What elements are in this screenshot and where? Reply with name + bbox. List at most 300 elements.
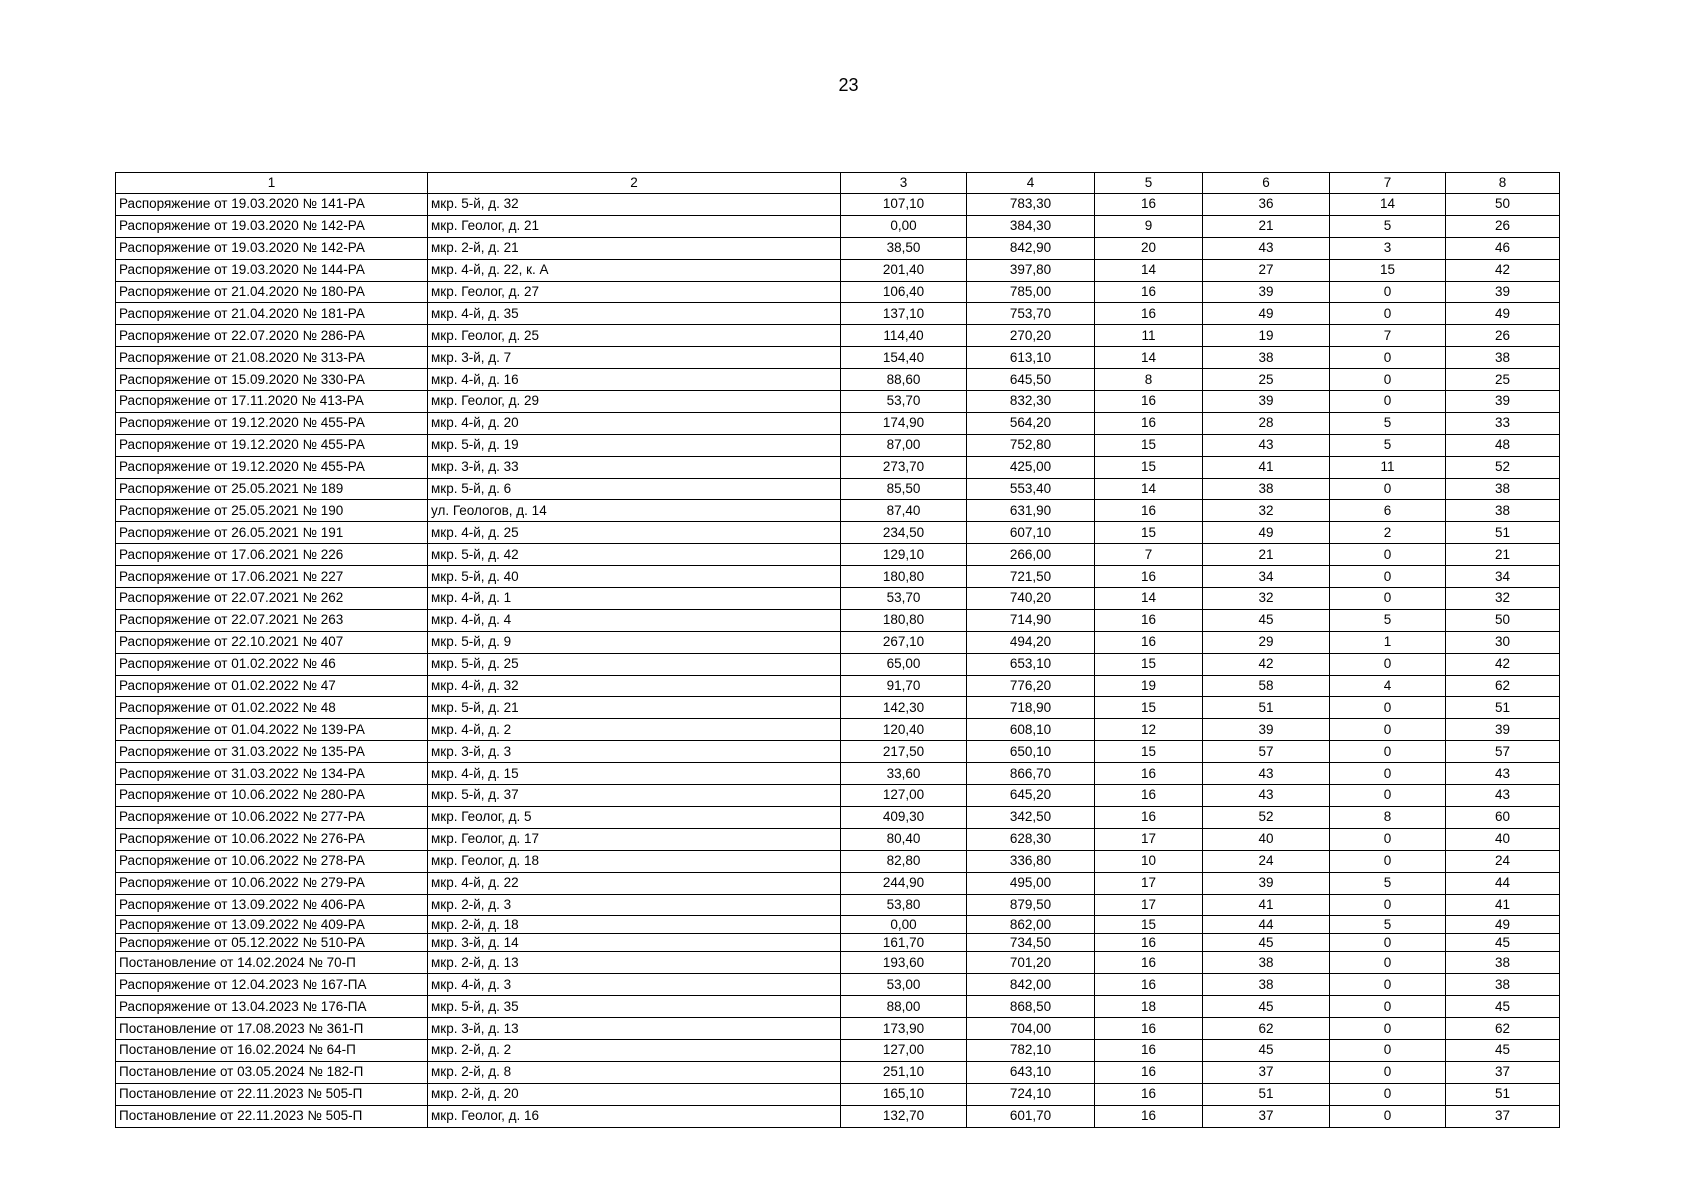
document-cell: Распоряжение от 13.09.2022 № 409-РА: [116, 916, 428, 934]
table-row: [116, 434, 1560, 456]
value-cell-8: 38: [1446, 952, 1560, 974]
value-cell-3: 82,80: [841, 850, 967, 872]
value-cell-7: 5: [1330, 215, 1446, 237]
document-cell: Распоряжение от 19.12.2020 № 455-РА: [116, 412, 428, 434]
value-cell-5: 11: [1095, 325, 1203, 347]
document-cell: Распоряжение от 25.05.2021 № 189: [116, 478, 428, 500]
value-cell-7: 15: [1330, 259, 1446, 281]
value-cell-4: 740,20: [967, 588, 1095, 610]
value-cell-8: 39: [1446, 719, 1560, 741]
value-cell-6: 57: [1203, 741, 1330, 763]
value-cell-7: 0: [1330, 741, 1446, 763]
table-row: [116, 456, 1560, 478]
address-cell: мкр. 5-й, д. 37: [428, 785, 841, 807]
value-cell-5: 16: [1095, 806, 1203, 828]
value-cell-7: 0: [1330, 653, 1446, 675]
table-row: [116, 566, 1560, 588]
value-cell-3: 87,40: [841, 500, 967, 522]
value-cell-3: 127,00: [841, 1039, 967, 1061]
value-cell-3: 234,50: [841, 522, 967, 544]
table-row: [116, 1083, 1560, 1105]
document-cell: Распоряжение от 01.02.2022 № 47: [116, 675, 428, 697]
document-cell: Распоряжение от 22.10.2021 № 407: [116, 631, 428, 653]
document-cell: Распоряжение от 10.06.2022 № 276-РА: [116, 828, 428, 850]
value-cell-6: 52: [1203, 806, 1330, 828]
value-cell-3: 273,70: [841, 456, 967, 478]
value-cell-3: 174,90: [841, 412, 967, 434]
value-cell-5: 9: [1095, 215, 1203, 237]
value-cell-8: 39: [1446, 281, 1560, 303]
table-row: [116, 1105, 1560, 1127]
table-row: [116, 325, 1560, 347]
value-cell-8: 62: [1446, 675, 1560, 697]
table-row: [116, 894, 1560, 916]
address-cell: мкр. 4-й, д. 16: [428, 369, 841, 391]
value-cell-8: 51: [1446, 697, 1560, 719]
value-cell-3: 251,10: [841, 1061, 967, 1083]
value-cell-8: 25: [1446, 369, 1560, 391]
document-cell: Распоряжение от 10.06.2022 № 278-РА: [116, 850, 428, 872]
document-cell: Постановление от 03.05.2024 № 182-П: [116, 1061, 428, 1083]
table-row: [116, 653, 1560, 675]
address-cell: мкр. Геолог, д. 5: [428, 806, 841, 828]
document-cell: Распоряжение от 31.03.2022 № 134-РА: [116, 763, 428, 785]
table-row: [116, 631, 1560, 653]
value-cell-7: 0: [1330, 478, 1446, 500]
value-cell-6: 34: [1203, 566, 1330, 588]
value-cell-3: 107,10: [841, 194, 967, 216]
table-row: [116, 412, 1560, 434]
column-header-7: 7: [1330, 173, 1446, 194]
value-cell-4: 495,00: [967, 872, 1095, 894]
value-cell-8: 42: [1446, 653, 1560, 675]
document-cell: Распоряжение от 15.09.2020 № 330-РА: [116, 369, 428, 391]
value-cell-4: 832,30: [967, 391, 1095, 413]
value-cell-4: 645,50: [967, 369, 1095, 391]
document-cell: Распоряжение от 13.04.2023 № 176-ПА: [116, 996, 428, 1018]
table-row: [116, 391, 1560, 413]
address-cell: мкр. 5-й, д. 9: [428, 631, 841, 653]
address-cell: мкр. 2-й, д. 3: [428, 894, 841, 916]
value-cell-4: 862,00: [967, 916, 1095, 934]
table-row: [116, 1061, 1560, 1083]
value-cell-6: 43: [1203, 763, 1330, 785]
data-table: [115, 172, 1560, 1128]
value-cell-5: 15: [1095, 916, 1203, 934]
value-cell-8: 26: [1446, 215, 1560, 237]
address-cell: мкр. Геолог, д. 25: [428, 325, 841, 347]
value-cell-4: 776,20: [967, 675, 1095, 697]
value-cell-5: 17: [1095, 872, 1203, 894]
value-cell-3: 38,50: [841, 237, 967, 259]
value-cell-7: 7: [1330, 325, 1446, 347]
value-cell-6: 40: [1203, 828, 1330, 850]
value-cell-3: 88,00: [841, 996, 967, 1018]
value-cell-3: 80,40: [841, 828, 967, 850]
value-cell-6: 44: [1203, 916, 1330, 934]
table-row: [116, 675, 1560, 697]
value-cell-7: 8: [1330, 806, 1446, 828]
value-cell-3: 267,10: [841, 631, 967, 653]
value-cell-6: 32: [1203, 500, 1330, 522]
address-cell: мкр. 4-й, д. 3: [428, 974, 841, 996]
table-row: [116, 785, 1560, 807]
value-cell-3: 65,00: [841, 653, 967, 675]
value-cell-7: 0: [1330, 763, 1446, 785]
table-row: [116, 478, 1560, 500]
value-cell-4: 782,10: [967, 1039, 1095, 1061]
table-row: [116, 806, 1560, 828]
value-cell-7: 0: [1330, 996, 1446, 1018]
address-cell: мкр. 5-й, д. 6: [428, 478, 841, 500]
value-cell-7: 0: [1330, 974, 1446, 996]
value-cell-6: 38: [1203, 952, 1330, 974]
address-cell: мкр. 4-й, д. 2: [428, 719, 841, 741]
table-row: [116, 215, 1560, 237]
value-cell-4: 494,20: [967, 631, 1095, 653]
value-cell-6: 62: [1203, 1018, 1330, 1040]
value-cell-6: 41: [1203, 456, 1330, 478]
value-cell-3: 132,70: [841, 1105, 967, 1127]
value-cell-5: 17: [1095, 828, 1203, 850]
address-cell: мкр. 2-й, д. 21: [428, 237, 841, 259]
value-cell-8: 45: [1446, 1039, 1560, 1061]
value-cell-6: 37: [1203, 1105, 1330, 1127]
value-cell-5: 15: [1095, 522, 1203, 544]
value-cell-4: 601,70: [967, 1105, 1095, 1127]
value-cell-5: 16: [1095, 391, 1203, 413]
value-cell-6: 27: [1203, 259, 1330, 281]
address-cell: мкр. 4-й, д. 20: [428, 412, 841, 434]
value-cell-5: 7: [1095, 544, 1203, 566]
value-cell-3: 114,40: [841, 325, 967, 347]
column-header-6: 6: [1203, 173, 1330, 194]
value-cell-5: 15: [1095, 434, 1203, 456]
value-cell-3: 53,70: [841, 391, 967, 413]
value-cell-5: 14: [1095, 259, 1203, 281]
value-cell-3: 53,00: [841, 974, 967, 996]
table-row: [116, 996, 1560, 1018]
value-cell-5: 16: [1095, 281, 1203, 303]
document-cell: Распоряжение от 25.05.2021 № 190: [116, 500, 428, 522]
value-cell-8: 38: [1446, 974, 1560, 996]
value-cell-8: 33: [1446, 412, 1560, 434]
address-cell: мкр. 4-й, д. 4: [428, 609, 841, 631]
table-row: [116, 1039, 1560, 1061]
table-row: [116, 588, 1560, 610]
value-cell-8: 60: [1446, 806, 1560, 828]
address-cell: мкр. 5-й, д. 35: [428, 996, 841, 1018]
value-cell-7: 0: [1330, 1018, 1446, 1040]
column-header-3: 3: [841, 173, 967, 194]
value-cell-7: 0: [1330, 719, 1446, 741]
value-cell-8: 43: [1446, 763, 1560, 785]
value-cell-5: 16: [1095, 609, 1203, 631]
value-cell-8: 26: [1446, 325, 1560, 347]
column-header-8: 8: [1446, 173, 1560, 194]
value-cell-7: 11: [1330, 456, 1446, 478]
value-cell-5: 16: [1095, 1018, 1203, 1040]
value-cell-7: 0: [1330, 566, 1446, 588]
value-cell-5: 20: [1095, 237, 1203, 259]
value-cell-8: 43: [1446, 785, 1560, 807]
value-cell-7: 5: [1330, 872, 1446, 894]
value-cell-6: 43: [1203, 237, 1330, 259]
table-row: [116, 952, 1560, 974]
value-cell-3: 193,60: [841, 952, 967, 974]
table-row: [116, 194, 1560, 216]
value-cell-5: 15: [1095, 456, 1203, 478]
value-cell-6: 51: [1203, 1083, 1330, 1105]
value-cell-8: 37: [1446, 1105, 1560, 1127]
document-cell: Распоряжение от 31.03.2022 № 135-РА: [116, 741, 428, 763]
value-cell-3: 142,30: [841, 697, 967, 719]
value-cell-7: 14: [1330, 194, 1446, 216]
value-cell-3: 173,90: [841, 1018, 967, 1040]
table-row: [116, 741, 1560, 763]
table-row: [116, 369, 1560, 391]
document-cell: Распоряжение от 19.12.2020 № 455-РА: [116, 434, 428, 456]
value-cell-4: 783,30: [967, 194, 1095, 216]
value-cell-4: 266,00: [967, 544, 1095, 566]
page-number: 23: [838, 75, 859, 95]
value-cell-6: 32: [1203, 588, 1330, 610]
value-cell-4: 701,20: [967, 952, 1095, 974]
value-cell-6: 39: [1203, 719, 1330, 741]
document-cell: Постановление от 17.08.2023 № 361-П: [116, 1018, 428, 1040]
value-cell-4: 613,10: [967, 347, 1095, 369]
value-cell-7: 0: [1330, 952, 1446, 974]
value-cell-5: 16: [1095, 785, 1203, 807]
value-cell-6: 21: [1203, 544, 1330, 566]
value-cell-4: 645,20: [967, 785, 1095, 807]
table-row: [116, 544, 1560, 566]
address-cell: мкр. 3-й, д. 13: [428, 1018, 841, 1040]
document-cell: Распоряжение от 01.02.2022 № 48: [116, 697, 428, 719]
document-cell: Постановление от 16.02.2024 № 64-П: [116, 1039, 428, 1061]
value-cell-5: 14: [1095, 478, 1203, 500]
value-cell-6: 45: [1203, 996, 1330, 1018]
value-cell-5: 16: [1095, 952, 1203, 974]
address-cell: мкр. 4-й, д. 25: [428, 522, 841, 544]
value-cell-5: 16: [1095, 934, 1203, 952]
value-cell-6: 49: [1203, 303, 1330, 325]
value-cell-5: 16: [1095, 1105, 1203, 1127]
value-cell-8: 44: [1446, 872, 1560, 894]
value-cell-7: 5: [1330, 412, 1446, 434]
address-cell: мкр. 5-й, д. 25: [428, 653, 841, 675]
value-cell-3: 87,00: [841, 434, 967, 456]
address-cell: мкр. 2-й, д. 13: [428, 952, 841, 974]
value-cell-4: 724,10: [967, 1083, 1095, 1105]
value-cell-6: 43: [1203, 785, 1330, 807]
value-cell-3: 161,70: [841, 934, 967, 952]
value-cell-7: 5: [1330, 609, 1446, 631]
value-cell-6: 25: [1203, 369, 1330, 391]
value-cell-8: 45: [1446, 996, 1560, 1018]
value-cell-6: 29: [1203, 631, 1330, 653]
column-header-2: 2: [428, 173, 841, 194]
value-cell-4: 553,40: [967, 478, 1095, 500]
document-cell: Распоряжение от 19.12.2020 № 455-РА: [116, 456, 428, 478]
value-cell-5: 16: [1095, 763, 1203, 785]
address-cell: мкр. 3-й, д. 14: [428, 934, 841, 952]
value-cell-4: 866,70: [967, 763, 1095, 785]
document-cell: Распоряжение от 17.11.2020 № 413-РА: [116, 391, 428, 413]
value-cell-5: 16: [1095, 1061, 1203, 1083]
value-cell-3: 201,40: [841, 259, 967, 281]
table-row: [116, 974, 1560, 996]
value-cell-6: 49: [1203, 522, 1330, 544]
table-row: [116, 934, 1560, 952]
document-cell: Распоряжение от 19.03.2020 № 142-РА: [116, 215, 428, 237]
value-cell-5: 8: [1095, 369, 1203, 391]
value-cell-4: 628,30: [967, 828, 1095, 850]
value-cell-4: 752,80: [967, 434, 1095, 456]
value-cell-5: 16: [1095, 566, 1203, 588]
value-cell-8: 38: [1446, 478, 1560, 500]
value-cell-4: 336,80: [967, 850, 1095, 872]
document-cell: Распоряжение от 22.07.2021 № 262: [116, 588, 428, 610]
value-cell-8: 49: [1446, 916, 1560, 934]
value-cell-3: 85,50: [841, 478, 967, 500]
table-row: [116, 522, 1560, 544]
value-cell-5: 17: [1095, 894, 1203, 916]
value-cell-6: 39: [1203, 872, 1330, 894]
document-cell: Распоряжение от 01.02.2022 № 46: [116, 653, 428, 675]
value-cell-7: 0: [1330, 785, 1446, 807]
document-cell: Распоряжение от 19.03.2020 № 144-РА: [116, 259, 428, 281]
value-cell-3: 33,60: [841, 763, 967, 785]
value-cell-7: 0: [1330, 281, 1446, 303]
address-cell: мкр. 4-й, д. 22: [428, 872, 841, 894]
document-cell: Распоряжение от 22.07.2021 № 263: [116, 609, 428, 631]
table-row: [116, 850, 1560, 872]
value-cell-6: 43: [1203, 434, 1330, 456]
value-cell-8: 52: [1446, 456, 1560, 478]
value-cell-6: 36: [1203, 194, 1330, 216]
value-cell-7: 0: [1330, 1105, 1446, 1127]
value-cell-6: 38: [1203, 974, 1330, 996]
address-cell: мкр. 4-й, д. 22, к. А: [428, 259, 841, 281]
value-cell-6: 28: [1203, 412, 1330, 434]
document-cell: Постановление от 22.11.2023 № 505-П: [116, 1105, 428, 1127]
value-cell-3: 244,90: [841, 872, 967, 894]
value-cell-7: 0: [1330, 588, 1446, 610]
value-cell-3: 53,80: [841, 894, 967, 916]
table-row: [116, 828, 1560, 850]
address-cell: мкр. Геолог, д. 16: [428, 1105, 841, 1127]
value-cell-5: 16: [1095, 303, 1203, 325]
value-cell-7: 0: [1330, 369, 1446, 391]
value-cell-7: 0: [1330, 1061, 1446, 1083]
value-cell-5: 15: [1095, 653, 1203, 675]
value-cell-6: 45: [1203, 1039, 1330, 1061]
address-cell: мкр. 2-й, д. 8: [428, 1061, 841, 1083]
value-cell-8: 62: [1446, 1018, 1560, 1040]
value-cell-8: 41: [1446, 894, 1560, 916]
value-cell-5: 12: [1095, 719, 1203, 741]
value-cell-7: 5: [1330, 916, 1446, 934]
value-cell-7: 0: [1330, 697, 1446, 719]
table-row: [116, 259, 1560, 281]
document-cell: Распоряжение от 21.04.2020 № 181-РА: [116, 303, 428, 325]
value-cell-4: 785,00: [967, 281, 1095, 303]
table-row: [116, 1018, 1560, 1040]
address-cell: мкр. 2-й, д. 18: [428, 916, 841, 934]
table-header: [116, 173, 1560, 194]
value-cell-8: 30: [1446, 631, 1560, 653]
value-cell-8: 46: [1446, 237, 1560, 259]
value-cell-4: 721,50: [967, 566, 1095, 588]
value-cell-8: 50: [1446, 609, 1560, 631]
table-row: [116, 719, 1560, 741]
value-cell-8: 42: [1446, 259, 1560, 281]
value-cell-6: 19: [1203, 325, 1330, 347]
value-cell-6: 42: [1203, 653, 1330, 675]
value-cell-4: 734,50: [967, 934, 1095, 952]
value-cell-6: 45: [1203, 609, 1330, 631]
value-cell-7: 0: [1330, 894, 1446, 916]
column-header-5: 5: [1095, 173, 1203, 194]
address-cell: мкр. 5-й, д. 42: [428, 544, 841, 566]
value-cell-3: 217,50: [841, 741, 967, 763]
value-cell-8: 40: [1446, 828, 1560, 850]
address-cell: мкр. Геолог, д. 21: [428, 215, 841, 237]
value-cell-8: 24: [1446, 850, 1560, 872]
document-cell: Распоряжение от 13.09.2022 № 406-РА: [116, 894, 428, 916]
table-row: [116, 916, 1560, 934]
document-cell: Распоряжение от 19.03.2020 № 141-РА: [116, 194, 428, 216]
value-cell-6: 39: [1203, 391, 1330, 413]
value-cell-7: 6: [1330, 500, 1446, 522]
table-row: [116, 763, 1560, 785]
value-cell-4: 425,00: [967, 456, 1095, 478]
value-cell-4: 564,20: [967, 412, 1095, 434]
value-cell-8: 34: [1446, 566, 1560, 588]
value-cell-5: 16: [1095, 412, 1203, 434]
value-cell-4: 650,10: [967, 741, 1095, 763]
value-cell-7: 5: [1330, 434, 1446, 456]
value-cell-6: 45: [1203, 934, 1330, 952]
value-cell-8: 51: [1446, 1083, 1560, 1105]
value-cell-8: 39: [1446, 391, 1560, 413]
value-cell-8: 49: [1446, 303, 1560, 325]
value-cell-5: 14: [1095, 588, 1203, 610]
value-cell-4: 653,10: [967, 653, 1095, 675]
table-row: [116, 281, 1560, 303]
value-cell-6: 37: [1203, 1061, 1330, 1083]
value-cell-3: 409,30: [841, 806, 967, 828]
document-cell: Постановление от 22.11.2023 № 505-П: [116, 1083, 428, 1105]
address-cell: мкр. 5-й, д. 19: [428, 434, 841, 456]
address-cell: мкр. 3-й, д. 3: [428, 741, 841, 763]
value-cell-7: 0: [1330, 303, 1446, 325]
value-cell-4: 704,00: [967, 1018, 1095, 1040]
value-cell-4: 397,80: [967, 259, 1095, 281]
value-cell-8: 21: [1446, 544, 1560, 566]
address-cell: мкр. 4-й, д. 15: [428, 763, 841, 785]
address-cell: мкр. Геолог, д. 27: [428, 281, 841, 303]
value-cell-5: 16: [1095, 1083, 1203, 1105]
value-cell-4: 842,00: [967, 974, 1095, 996]
value-cell-5: 18: [1095, 996, 1203, 1018]
value-cell-8: 50: [1446, 194, 1560, 216]
address-cell: мкр. Геолог, д. 18: [428, 850, 841, 872]
value-cell-5: 10: [1095, 850, 1203, 872]
address-cell: мкр. 3-й, д. 33: [428, 456, 841, 478]
value-cell-8: 38: [1446, 347, 1560, 369]
